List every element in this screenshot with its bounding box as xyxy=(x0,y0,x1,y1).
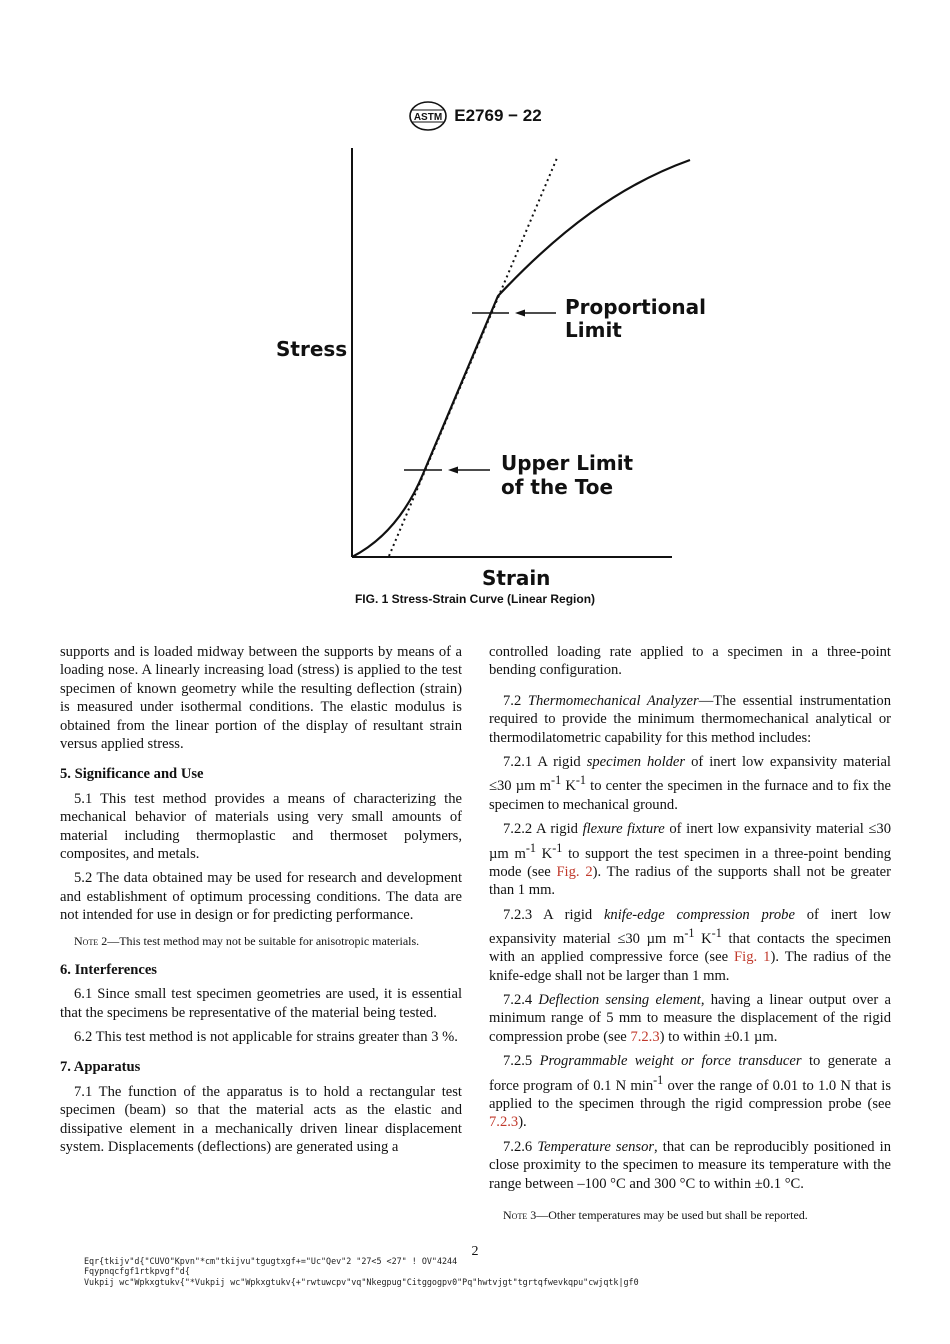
note-3 xyxy=(489,1207,891,1223)
paragraph-7-2-2-b: K xyxy=(535,845,553,862)
note-2-text: —This test method may not be suitable for anisotropic materials. xyxy=(107,933,420,948)
x-axis-label: Strain xyxy=(482,566,551,590)
section-7-2-3-link[interactable]: 7.2.3 xyxy=(489,1114,519,1131)
paragraph-5-1: 5.1 This test method provides a means of characterizing the mechanical behavior of materials using very small amounts of material including thermoplastic and thermoset polymers, composites, and metals. xyxy=(60,790,462,863)
superscript: -1 xyxy=(575,773,587,788)
left-column xyxy=(60,643,462,1162)
paragraph-7-2-6 xyxy=(489,1138,891,1193)
paragraph-7-2-4-a: , having a linear output over a minimum range of 5 mm to measure the displacement of the rigid compression probe (see xyxy=(489,992,891,1045)
paragraph-7-2-1-b: K xyxy=(561,778,576,795)
paragraph-5-2: 5.2 The data obtained may be used for research and development and establishment of optimum processing conditions. The data are not intended for use in design or for predicting performance. xyxy=(60,870,462,924)
paragraph-7-2-2-lead: flexure fixture xyxy=(582,821,665,838)
note-3-text: —Other temperatures may be used but shall be reported. xyxy=(536,1208,808,1222)
superscript: -1 xyxy=(653,1072,664,1087)
paragraph-7-2-4-number: 7.2.4 xyxy=(503,992,539,1009)
paragraph-7-2-3-b: K xyxy=(694,930,712,947)
license-footer xyxy=(84,1256,639,1287)
section-7-2-3-link[interactable]: 7.2.3 xyxy=(630,1028,660,1045)
paragraph-7-2-3-d: ). The radius of the knife-edge shall not be larger than 1 mm. xyxy=(489,949,892,984)
paragraph-7-2-3-number: 7.2.3 A rigid xyxy=(503,906,604,923)
superscript: -1 xyxy=(711,926,722,940)
paragraph-7-2-3 xyxy=(489,906,891,985)
paragraph-6-1: 6.1 Since small test specimen geometries are used, it is essential that the specimens be representative of the material being tested. xyxy=(60,986,462,1021)
paragraph-7-2-1-lead: specimen holder xyxy=(586,754,686,771)
paragraph-7-2-2-number: 7.2.2 A rigid xyxy=(503,821,583,838)
paragraph-7-2-2-c: to support the test specimen in a three-point bending mode (see xyxy=(489,845,891,880)
paragraph-7-2-5-b: over the range of 0.01 to 1.0 N that is applied to the specimen through the rigid compression probe (see xyxy=(489,1077,891,1112)
paragraph-7-2-3-c: that contacts the specimen with an applied compressive force (see xyxy=(489,930,891,966)
footer-line-1: Eqr{tkijv"d{"CUVO"Kpvn"*cm"tkijvu"tgugtxgf+="Uc"Qev"2 "27<5 <27" ! OV"4244 xyxy=(84,1256,458,1266)
paragraph-7-2-number: 7.2 xyxy=(503,692,528,709)
fig-1-link[interactable]: Fig. 1 xyxy=(734,949,771,966)
paragraph-7-2-lead: Thermomechanical Analyzer xyxy=(527,692,699,709)
svg-text:ASTM: ASTM xyxy=(414,112,443,123)
footer-line-3: Vukpij wc"Wpkxgtukv{"*Vukpij wc"Wpkxgtukv{+"rwtuwcpv"vq"Nkegpug"Citggogpv0"Pq"hwtvjgt"tgrtqfwevkqpu"cwjqtk|gf0 xyxy=(84,1276,639,1287)
right-column xyxy=(489,643,891,1233)
proportional-limit-label-line1: Proportional xyxy=(565,295,706,319)
paragraph-7-2-6-a: , that can be reproducibly positioned in close proximity to the specimen to measure its temperature with the range between –100 °C and 300 °C to within ±0.1 °C. xyxy=(489,1138,891,1192)
upper-toe-label-line1: Upper Limit xyxy=(501,451,634,475)
paragraph-7-2-1-c: to center the specimen in the furnace and to fix the specimen to mechanical ground. xyxy=(489,778,891,813)
paragraph-7-2-6-number: 7.2.6 xyxy=(503,1138,538,1155)
stress-strain-chart xyxy=(0,0,950,620)
paragraph-7-2-2-a: of inert low expansivity material ≤30 µm m xyxy=(489,821,892,862)
paragraph-7-2-2-d: ). The radius of the supports shall not be greater than 1 mm. xyxy=(489,863,892,899)
section-7-heading: 7. Apparatus xyxy=(60,1059,141,1076)
paragraph-7-1-continuation: controlled loading rate applied to a specimen in a three-point bending configuration. xyxy=(489,644,891,679)
footer-line-2: Fqypnqcfgf1rtkpvgf"d{ xyxy=(84,1266,190,1277)
paragraph-7-2-text: —The essential instrumentation required to provide the minimum thermomechanical analytical or thermodilatometric capability for this method includes: xyxy=(489,692,892,746)
fig-2-link[interactable]: Fig. 2 xyxy=(556,863,593,880)
paragraph-7-1: 7.1 The function of the apparatus is to hold a rectangular test specimen (beam) so that the material acts as the elastic and dissipative element in a mechanically driven linear displacement system. Displacements (deflections) are generated using a xyxy=(60,1083,462,1155)
upper-toe-arrowhead xyxy=(448,467,458,474)
paragraph-7-2-5-c: ). xyxy=(518,1114,527,1131)
section-6-heading: 6. Interferences xyxy=(60,961,157,978)
superscript: -1 xyxy=(525,840,536,855)
paragraph-7-2-3-lead: knife-edge compression probe xyxy=(603,906,795,923)
note-3-label: Note 3 xyxy=(503,1208,537,1222)
paragraph-7-2-4-b: ) to within ±0.1 µm. xyxy=(659,1028,778,1045)
paragraph-7-2-1-number: 7.2.1 A rigid xyxy=(503,754,587,771)
paragraph-7-2-4 xyxy=(489,991,891,1046)
proportional-limit-label-line2: Limit xyxy=(565,318,622,342)
y-axis-label: Stress xyxy=(276,337,348,361)
page-number: 2 xyxy=(471,1244,479,1259)
note-2-label: Note 2 xyxy=(74,933,108,948)
paragraph-7-2-3-a: of inert low expansivity material ≤30 µm m xyxy=(489,906,891,947)
paragraph-7-2-5-number: 7.2.5 xyxy=(503,1053,540,1070)
standard-id: E2769 − 22 xyxy=(454,106,542,125)
superscript: -1 xyxy=(684,926,695,940)
paragraph-7-2-6-lead: Temperature sensor xyxy=(537,1138,655,1155)
stress-strain-figure xyxy=(0,0,950,620)
superscript: -1 xyxy=(551,773,562,788)
paragraph-7-2-5-a: to generate a force program of 0.1 N min xyxy=(489,1053,891,1094)
paragraph-7-2 xyxy=(489,692,891,747)
paragraph-6-2: 6.2 This test method is not applicable for strains greater than 3 %. xyxy=(74,1028,458,1045)
upper-toe-label-line2: of the Toe xyxy=(501,475,614,499)
proportional-limit-arrowhead xyxy=(515,310,525,317)
paragraph-continuation: supports and is loaded midway between the supports by means of a loading nose. A linearly increasing load (stress) is applied to the test specimen of known geometry while the resulting deflection (strain) is measured under isothermal conditions. The elastic modulus is obtained from the linear portion of the display of resultant strain versus applied stress. xyxy=(60,644,462,753)
superscript: -1 xyxy=(552,840,563,855)
paragraph-7-2-5-lead: Programmable weight or force transducer xyxy=(539,1053,802,1070)
note-2 xyxy=(60,933,462,949)
paragraph-7-2-2 xyxy=(489,820,891,899)
paragraph-7-2-4-lead: Deflection sensing element xyxy=(538,992,701,1009)
paragraph-7-2-5 xyxy=(489,1052,891,1131)
paragraph-7-2-1 xyxy=(489,753,891,814)
figure-caption: FIG. 1 Stress-Strain Curve (Linear Region) xyxy=(354,592,596,606)
paragraph-7-2-1-a: of inert low expansivity material ≤30 µm m xyxy=(489,754,891,795)
section-5-heading: 5. Significance and Use xyxy=(60,766,204,783)
